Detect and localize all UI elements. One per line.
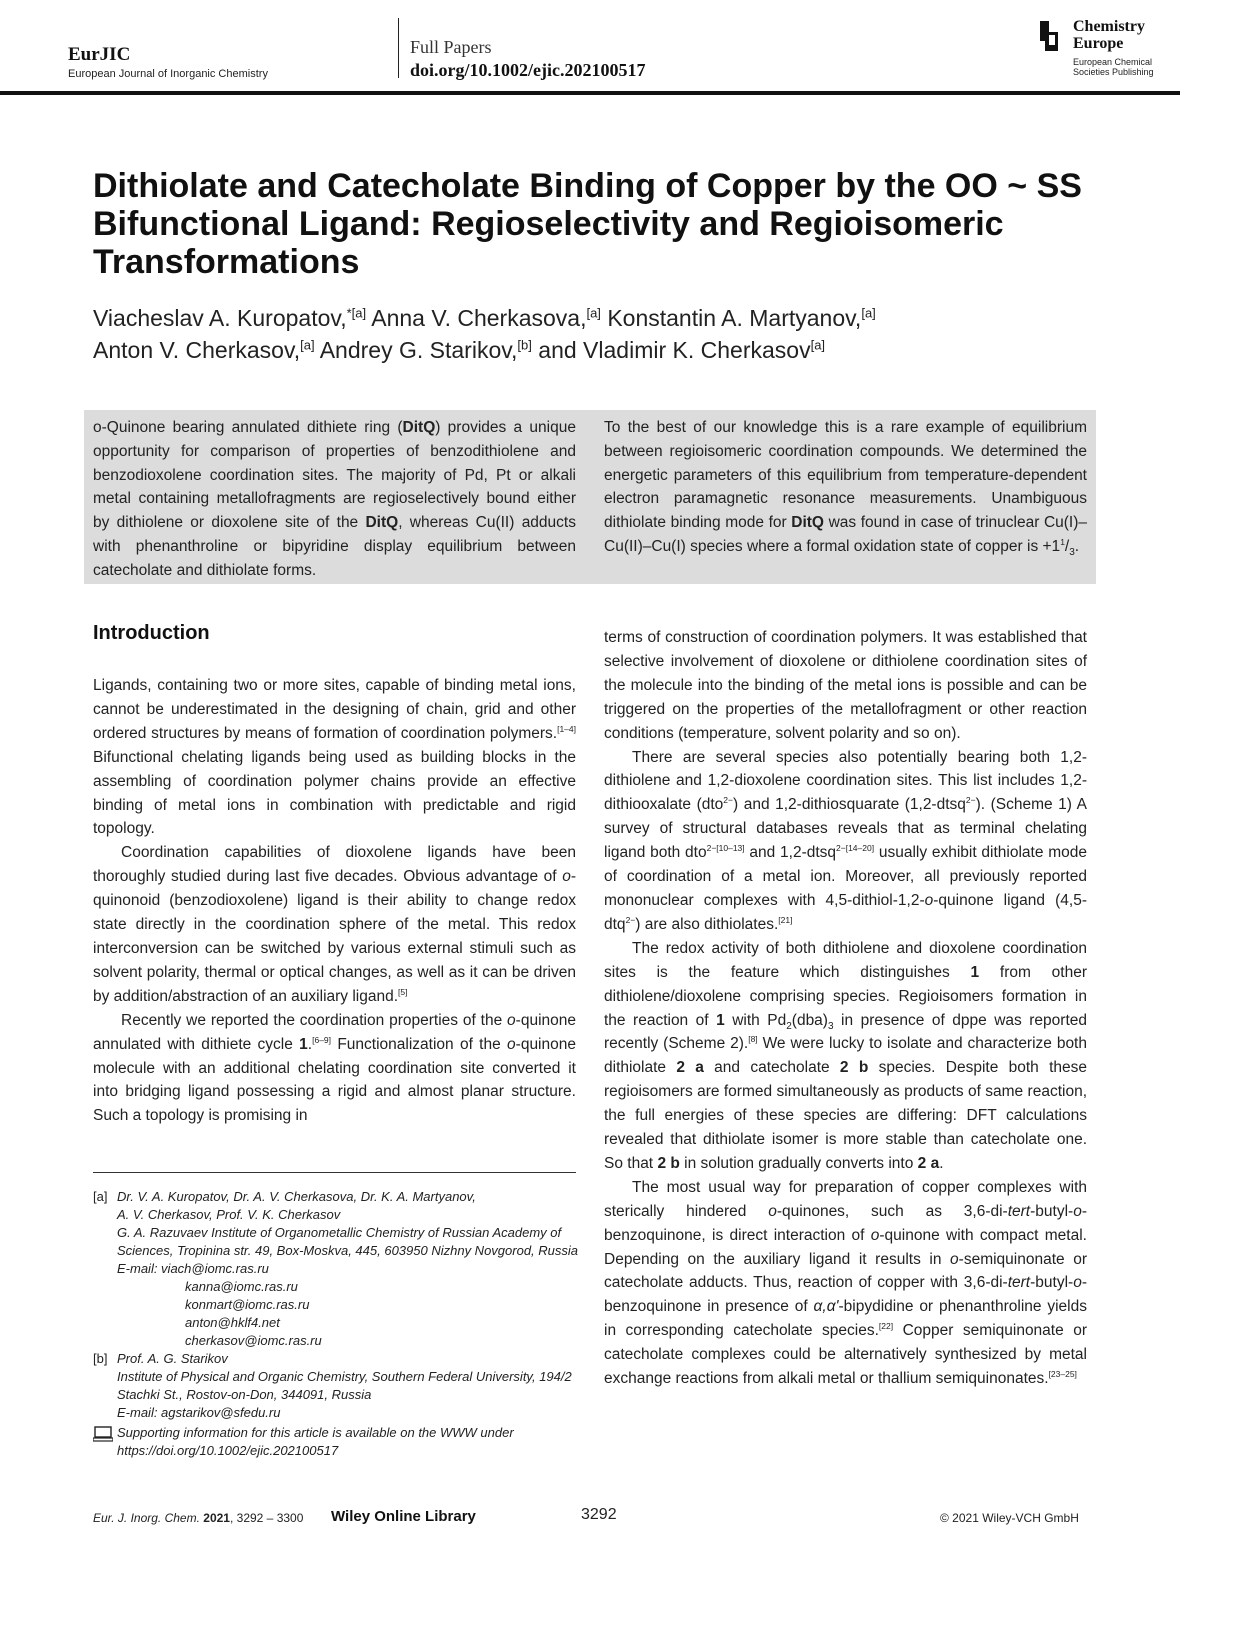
text: Ligands, containing two or more sites, capable of binding metal ions, cannot be underestimated in the designing of chain, grid and other ordered structures by means of formation of coordination polymers. bbox=[93, 677, 576, 742]
copyright: © 2021 Wiley-VCH GmbH bbox=[940, 1511, 1079, 1525]
author-affiliation: *[a] bbox=[346, 305, 367, 321]
italic-text: o bbox=[507, 1035, 516, 1053]
abstract-text: , whereas Cu(II) adducts with phenanthroline or bipyridine display equilibrium between catecholate and dithiolate forms. bbox=[93, 514, 576, 579]
italic-text: o bbox=[924, 891, 934, 909]
footnote-email[interactable]: E-mail: agstarikov@sfedu.ru bbox=[117, 1405, 281, 1420]
text: ) are also dithiolates. bbox=[635, 915, 779, 933]
paragraph bbox=[93, 1009, 576, 1129]
computer-icon bbox=[93, 1426, 113, 1442]
author-name: Viacheslav A. Kuropatov, bbox=[93, 305, 347, 331]
charge-superscript: 2− bbox=[965, 795, 976, 806]
paragraph bbox=[604, 1176, 1087, 1391]
affiliation-a bbox=[93, 1188, 583, 1350]
abstract-text: ) provides a unique opportunity for comparison of properties of benzodithiolene and benzodioxolene coordination sites. The majority of Pd, Pt or alkali metal containing metallofragments are regioselectively bound either by dithiolene or dioxolene site of the bbox=[93, 419, 576, 532]
text: Functionalization of the bbox=[331, 1035, 508, 1053]
italic-text: o bbox=[562, 868, 571, 886]
compound-number: 1 bbox=[716, 1011, 725, 1029]
charge-superscript: 2− bbox=[723, 795, 733, 806]
header-divider bbox=[398, 18, 399, 78]
text: Recently we reported the coordination properties of the bbox=[121, 1011, 508, 1029]
citation-ref[interactable]: [6–9] bbox=[312, 1034, 332, 1045]
abstract-text: . bbox=[1074, 537, 1080, 555]
author-name: Andrey G. Starikov, bbox=[319, 337, 518, 363]
paragraph bbox=[604, 746, 1087, 937]
journal-cite: Eur. J. Inorg. Chem. bbox=[93, 1511, 200, 1525]
author-name: Konstantin A. Martyanov, bbox=[607, 305, 862, 331]
header-rule bbox=[0, 91, 1180, 95]
text: . bbox=[939, 1154, 944, 1172]
footnote-line: A. V. Cherkasov, Prof. V. K. Cherkasov bbox=[117, 1207, 341, 1222]
text: in presence of dppe was reported recently (Scheme 2). bbox=[604, 1011, 1087, 1053]
text: Coordination capabilities of dioxolene ligands have been thoroughly studied during last five decades. Obvious advantage of bbox=[93, 844, 576, 886]
author-list bbox=[93, 302, 1093, 366]
affiliation-footnotes bbox=[93, 1188, 583, 1460]
abstract-left-column bbox=[93, 416, 576, 583]
publisher-logo bbox=[1040, 18, 1170, 80]
doi-link[interactable]: doi.org/10.1002/ejic.202100517 bbox=[410, 60, 646, 80]
text: The redox activity of both dithiolene and dioxolene coordination sites is the feature which distinguishes bbox=[604, 939, 1087, 981]
italic-text: o bbox=[950, 1250, 959, 1268]
italic-text: α,α' bbox=[813, 1298, 839, 1316]
chemistry-europe-logo-icon bbox=[1040, 21, 1068, 51]
text: -quinonoid (benzodioxolene) ligand is their ability to change redox state directly in the coordination sphere of the metal. This redox interconversion can be switched by various external stimuli such as solvent polarity, thermal or optical changes, as well as it can be driven by addition/abstraction of an auxiliary ligand. bbox=[93, 868, 576, 1005]
author-name: and Vladimir K. Cherkasov bbox=[538, 337, 811, 363]
text: -semiquinonate or catecholate adducts. Thus, reaction of copper with 3,6-di- bbox=[604, 1250, 1087, 1292]
paragraph bbox=[93, 674, 576, 841]
body-right-column bbox=[604, 626, 1087, 1391]
supporting-info-text[interactable]: Supporting information for this article is available on the WWW under https://doi.org/10.1002/ejic.202100517 bbox=[117, 1425, 514, 1458]
footnote-rule bbox=[93, 1172, 576, 1173]
author-affiliation: [a] bbox=[861, 305, 876, 321]
affiliation-tag: [b] bbox=[93, 1351, 108, 1366]
text: -quinone with compact metal. Depending on the auxiliary ligand it results in bbox=[604, 1226, 1087, 1268]
text: -quinone annulated with dithiete cycle bbox=[93, 1011, 576, 1053]
author-affiliation: [a] bbox=[810, 337, 826, 353]
compound-number: 1 bbox=[299, 1035, 308, 1053]
citation-ref[interactable]: [1–4] bbox=[557, 723, 576, 734]
publisher-name-line1: Chemistry bbox=[1073, 18, 1145, 35]
article-type: Full Papers bbox=[410, 37, 492, 57]
footnote-line: Institute of Physical and Organic Chemistry, Southern Federal University, 194/2 Stachki St., Rostov-on-Don, 344091, Russia bbox=[117, 1369, 572, 1402]
publisher-subtitle-line2: Societies Publishing bbox=[1073, 67, 1154, 77]
author-affiliation: [b] bbox=[517, 337, 532, 353]
text: Bifunctional chelating ligands being used as building blocks in the assembling of coordination polymer chains provide an effective binding of metal ions in combination with predictable and rigid topology. bbox=[93, 748, 576, 838]
italic-text: tert bbox=[1007, 1274, 1031, 1292]
paragraph bbox=[93, 841, 576, 1008]
text: We were lucky to isolate and characterize both dithiolate bbox=[604, 1035, 1087, 1077]
abstract-text: was found in case of trinuclear Cu(I)–Cu(II)–Cu(I) species where a formal oxidation state of copper is bbox=[604, 514, 1088, 555]
oxidation-state: +1 bbox=[1042, 537, 1061, 555]
cite-year: 2021 bbox=[203, 1511, 230, 1525]
citation-ref[interactable]: [5] bbox=[398, 986, 408, 997]
paragraph bbox=[604, 937, 1087, 1176]
cite-pages: , 3292 – 3300 bbox=[229, 1511, 304, 1525]
footnote-email[interactable]: kanna@iomc.ras.ru bbox=[185, 1279, 298, 1294]
journal-branding bbox=[68, 44, 268, 80]
italic-text: tert bbox=[1007, 1202, 1031, 1220]
citation-ref[interactable]: [8] bbox=[748, 1034, 758, 1045]
text: terms of construction of coordination polymers. It was established that selective involvement of dioxolene or dithiolene coordination sites of the molecule into the binding of the metal ions is possible and can be triggered on the properties of the metallofragment or other reaction conditions (temperature, solvent polarity and so on). bbox=[604, 629, 1087, 742]
body-left-column bbox=[93, 674, 576, 1128]
citation-ref[interactable]: [23–25] bbox=[1048, 1368, 1077, 1379]
abstract-right-column: To the best of our knowledge this is a rare example of equilibrium between regioisomeric coordination compounds. We determined the energetic parameters of this equilibrium from temperature-dependent electron paramagnetic resonance measurements. Unambiguous dithiolate binding mode for DitQ was found in case of trinuclear Cu(I)–Cu(II)–Cu(I) species where a formal oxidation state of copper is $+1^1/_3$. bbox=[604, 419, 1088, 559]
italic-text: o bbox=[1073, 1274, 1082, 1292]
text: ). (Scheme 1) A survey of structural databases reveals that as terminal chelating ligand both dto bbox=[604, 796, 1087, 862]
text: from other dithiolene/dioxolene comprising species. Regioisomers formation in the reaction of bbox=[604, 963, 1087, 1029]
abstract-text: o-Quinone bearing annulated dithiete ring ( bbox=[93, 419, 403, 436]
text: There are several species also potentially bearing both 1,2-dithiolene and 1,2-dioxolene coordination sites. This list includes 1,2-dithiooxalate (dto bbox=[604, 748, 1087, 814]
text: -bipydidine or phenanthroline yields in corresponding catecholate species. bbox=[604, 1298, 1087, 1340]
charge-superscript: 2− bbox=[625, 914, 636, 925]
text: -quinone molecule with an additional chelating coordination site converted it into bridging ligand possessing a rigid and almost planar structure. Such a topology is promising in bbox=[93, 1035, 576, 1125]
citation-ref[interactable]: 2−[14–20] bbox=[836, 843, 875, 853]
author-affiliation: [a] bbox=[586, 305, 601, 321]
author-name: Anton V. Cherkasov, bbox=[93, 337, 301, 363]
text: and catecholate bbox=[703, 1059, 840, 1077]
text: -benzoquinone, is direct interaction of bbox=[604, 1202, 1087, 1244]
text: -benzoquinone in presence of bbox=[604, 1274, 1087, 1316]
text: -quinone ligand (4,5-dtq bbox=[604, 891, 1087, 933]
compound-number: 2 b bbox=[657, 1154, 680, 1172]
text: species. Despite both these regioisomers are formed simultaneously as products of same reaction, the full energies of these species are differing: DFT calculations revealed that dithiolate isomer is more stable than catecholate one. So that bbox=[604, 1059, 1087, 1172]
author-name: Anna V. Cherkasova, bbox=[371, 305, 587, 331]
abstract-bold-term: DitQ bbox=[402, 419, 436, 436]
text: with Pd bbox=[724, 1011, 787, 1029]
citation-ref[interactable]: [21] bbox=[778, 914, 793, 925]
text: in solution gradually converts into bbox=[679, 1154, 918, 1172]
footnote-line: Dr. V. A. Kuropatov, Dr. A. V. Cherkasova, Dr. K. A. Martyanov, bbox=[117, 1189, 476, 1204]
abstract-bold-term: DitQ bbox=[791, 514, 824, 532]
text: Copper semiquinonate or catecholate complexes could be alternatively synthesized by metal exchange reactions from alkali metal or thallium semiquinonates. bbox=[604, 1322, 1087, 1388]
text: (dba) bbox=[791, 1011, 828, 1029]
italic-text: o bbox=[768, 1202, 777, 1220]
footnote-email[interactable]: E-mail: viach@iomc.ras.ru bbox=[117, 1261, 269, 1276]
author-affiliation: [a] bbox=[300, 337, 315, 353]
affiliation-tag: [a] bbox=[93, 1189, 108, 1204]
page-number: 3292 bbox=[581, 1506, 617, 1523]
subscript: 2 bbox=[786, 1020, 792, 1032]
text: -quinones, such as 3,6-di- bbox=[776, 1202, 1008, 1220]
text: -butyl- bbox=[1030, 1274, 1074, 1292]
compound-number: 2 b bbox=[839, 1059, 869, 1077]
text: ) and 1,2-dithiosquarate (1,2-dtsq bbox=[733, 796, 966, 814]
abstract-bold-term: DitQ bbox=[365, 514, 399, 532]
paragraph bbox=[604, 626, 1087, 746]
text: The most usual way for preparation of copper complexes with sterically hindered bbox=[604, 1178, 1087, 1220]
italic-text: o bbox=[1073, 1202, 1082, 1220]
footnote-email[interactable]: konmart@iomc.ras.ru bbox=[185, 1297, 310, 1312]
supporting-info bbox=[93, 1424, 583, 1460]
citation-ref[interactable]: [22] bbox=[878, 1321, 894, 1332]
compound-number: 2 a bbox=[676, 1059, 704, 1077]
compound-number: 1 bbox=[970, 963, 980, 981]
affiliation-b bbox=[93, 1350, 583, 1422]
footnote-email[interactable]: anton@hklf4.net bbox=[185, 1315, 280, 1330]
footnote-line: Prof. A. G. Starikov bbox=[117, 1351, 228, 1366]
compound-number: 2 a bbox=[917, 1154, 940, 1172]
citation-footer bbox=[93, 1511, 303, 1525]
section-heading: Introduction bbox=[93, 622, 210, 644]
abstract-box bbox=[84, 410, 1096, 584]
wiley-online-library-link[interactable]: Wiley Online Library bbox=[331, 1508, 476, 1525]
footnote-email[interactable]: cherkasov@iomc.ras.ru bbox=[185, 1333, 322, 1348]
journal-full-name: European Journal of Inorganic Chemistry bbox=[68, 68, 268, 80]
abstract-text: To the best of our knowledge this is a rare example of equilibrium between regioisomeric coordination compounds. We determined the energetic parameters of this equilibrium from temperature-dependent electron paramagnetic resonance measurements. Unambiguous dithiolate binding mode for bbox=[604, 419, 1087, 532]
footnote-line: G. A. Razuvaev Institute of Organometallic Chemistry of Russian Academy of Sciences, Tropinina str. 49, Box-Moskva, 445, 603950 Nizhny Novgorod, Russia bbox=[117, 1225, 579, 1258]
subscript: 3 bbox=[827, 1020, 834, 1032]
text: . bbox=[307, 1035, 313, 1053]
publisher-name-line2: Europe bbox=[1073, 35, 1124, 52]
article-title: Dithiolate and Catecholate Binding of Copper by the OO ~ SS Bifunctional Ligand: Regioselectivity and Regioisomeric Transformations bbox=[93, 167, 1082, 281]
text: usually exhibit dithiolate mode of coordination of a metal ion. Moreover, all previously reported mononuclear complexes with 4,5-dithiol-1,2- bbox=[604, 844, 1087, 909]
text: -butyl- bbox=[1030, 1202, 1074, 1220]
fraction-denominator: 3 bbox=[1069, 547, 1075, 559]
italic-text: o bbox=[507, 1011, 516, 1029]
text: and 1,2-dtsq bbox=[744, 844, 837, 862]
fraction-numerator: 1 bbox=[1060, 536, 1065, 547]
journal-abbreviation: EurJIC bbox=[68, 44, 131, 65]
italic-text: o bbox=[870, 1226, 880, 1244]
publisher-subtitle-line1: European Chemical bbox=[1073, 57, 1153, 67]
citation-ref[interactable]: 2−[10–13] bbox=[706, 843, 745, 853]
